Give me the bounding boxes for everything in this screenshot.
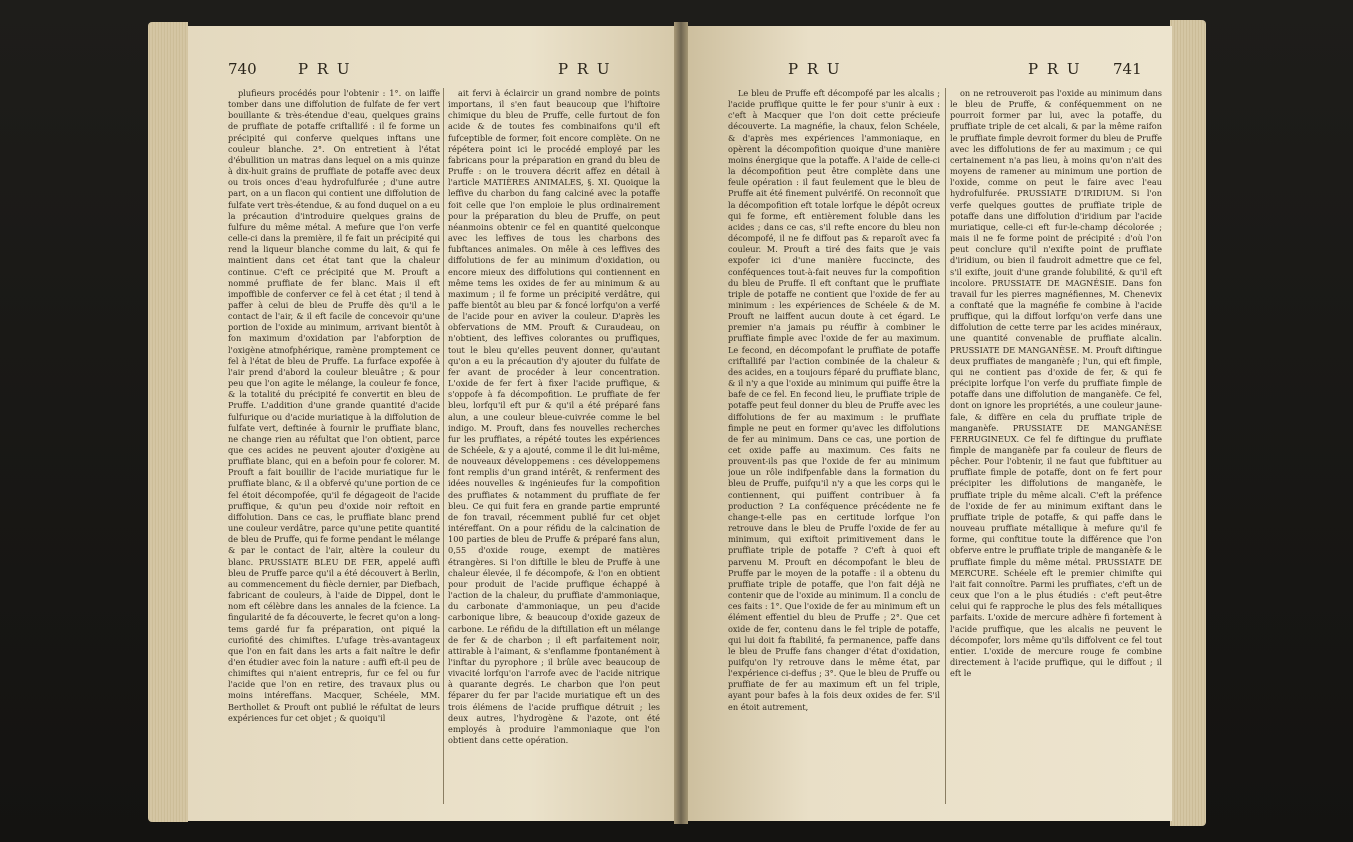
- left-page: [188, 26, 674, 821]
- right-page: [688, 26, 1172, 821]
- column-text: ait fervi à éclaircir un grand nombre de points importans, il s'en faut beaucoup que l'hiftoire chimique du bleu de Pruffe, celle furtout de fon acide & de toutes fes combinaifons qu'il eft fufceptible de former, foit encore complète. On ne répétera point ici le procédé employé par les fabricans pour la préparation en grand du bleu de Pruffe : on le trouvera décrit affez en détail à l'article MATIÈRES ANIMALES, §. XI. Quoique la leffive du charbon du fang calciné avec la potaffe foit celle que l'on emploie le plus ordinairement pour la préparation du bleu de Pruffe, on peut néanmoins obtenir ce fel en quantité quelconque avec les leffives de tous les charbons des fubftances animales. On mêle à ces leffives des diffolutions de fer au minimum d'oxidation, ou encore mieux des diffolutions qui contiennent en même tems les oxides de fer au minimum & au maximum ; il fe forme un précipité verdâtre, qui paffe bientôt au bleu par & foncé lorfqu'on a verfé de l'acide pour en aviver la couleur. D'après les obfervations de MM. Prouft & Curaudeau, on n'obtient, des leffives colorantes ou pruffiques, tout le bleu qu'elles peuvent donner, qu'autant qu'on a eu la précaution d'y ajouter du fulfate de fer avant de procéder à leur concentration. L'oxide de fer fert à fixer l'acide pruffique, & s'oppofe à fa décompofition. Le pruffiate de fer bleu, lorfqu'il eft pur & qu'il a été préparé fans alun, a une couleur bleue-cuivrée comme le bel indigo. M. Prouft, dans fes nouvelles recherches fur les pruffiates, a répété toutes les expériences de Schéele, & y a ajouté, comme il le dit lui-même, de nouveaux développemens : ces développemens font remplis d'un grand intérêt, & renferment des idées nouvelles & ingénieufes fur la compofition des pruffiates & notamment du pruffiate de fer bleu. Ce qui fuit fera en grande partie emprunté de fon travail, récemment publié fur cet objet intéreffant. On a pour réfidu de la calcination de 100 parties de bleu de Pruffe & préparé fans alun, 0,55 d'oxide rouge, exempt de matières étrangères. Si l'on diftille le bleu de Pruffe à une chaleur élevée, il fe décompofe, & l'on en obtient pour produit de l'acide pruffique échappé à l'action de la chaleur, du pruffiate d'ammoniaque, du carbonate d'ammoniaque, un peu d'acide carbonique libre, & beaucoup d'oxide gazeux de carbone. Le réfidu de la diftillation eft un mélange de fer & de charbon ; il eft parfaitement noir, attirable à l'aimant, & s'enflamme fpontanément à l'inftar du pyrophore ; il brûle avec beaucoup de vivacité lorfqu'on l'arrofe avec de l'acide nitrique à quarante degrés. Le charbon que l'on peut féparer du fer par l'acide muriatique eft un des trois élémens de l'acide pruffique détruit ; les deux autres, l'hydrogène & l'azote, ont été employés à produire l'ammoniaque que l'on obtient dans cette opération.: [448, 88, 660, 746]
- book-edge-right: [1170, 20, 1206, 826]
- text-column-left: [728, 88, 940, 810]
- page-number: 740: [228, 60, 257, 78]
- book-edge-left: [148, 22, 188, 822]
- text-column-right: [950, 88, 1162, 810]
- text-column-right: [448, 88, 660, 810]
- column-text: Le bleu de Pruffe eft décompofé par les alcalis ; l'acide pruffique quitte le fer pour s'unir à eux : c'eft à Macquer que l'on doit cette précieufe découverte. La magnéfie, la chaux, felon Schéele, & d'après mes expériences l'ammoniaque, en opèrent la décompofition quoique d'une manière moins énergique que la potaffe. A l'aide de celle-ci la décompofition peut être complète dans une feule opération : il faut feulement que le bleu de Pruffe ait été finement pulvérifé. On reconnoît que la décompofition eft totale lorfque le dépôt ocreux qui fe forme, eft entièrement foluble dans les acides ; dans ce cas, s'il refte encore du bleu non décompofé, il ne fe diffout pas & reparoît avec fa couleur. M. Prouft a tiré des faits que je vais expofer ici d'une manière fuccincte, des conféquences tout-à-fait neuves fur la compofition du bleu de Pruffe. Il eft conftant que le pruffiate triple de potaffe ne contient que l'oxide de fer au minimum : les expériences de Schéele & de M. Prouft ne laiffent aucun doute à cet égard. Le premier n'a jamais pu réuffir à combiner le pruffiate fimple avec l'oxide de fer au maximum. Le fecond, en décompofant le pruffiate de potaffe criftallifé par l'action combinée de la chaleur & des acides, en a toujours féparé du pruffiate blanc, & il n'y a que l'oxide au minimum qui puiffe être la bafe de ce fel. En fecond lieu, le pruffiate triple de potaffe peut feul donner du bleu de Pruffe avec les diffolutions de fer au maximum : le pruffiate fimple ne peut en former qu'avec les diffolutions de fer au minimum. Dans ce cas, une portion de cet oxide paffe au maximum. Ces faits ne prouvent-ils pas que l'oxide de fer au minimum joue un rôle indifpenfable dans la formation du bleu de Pruffe, puifqu'il n'y a que les corps qui le contiennent, qui puiffent contribuer à fa production ? La conféquence précédente ne fe change-t-elle pas en certitude lorfque l'on retrouve dans le bleu de Pruffe l'oxide de fer au minimum, qui exiftoit primitivement dans le pruffiate triple de potaffe ? C'eft à quoi eft parvenu M. Prouft en décompofant le bleu de Pruffe par le moyen de la potaffe : il a obtenu du pruffiate triple de potaffe, que l'on fait déjà ne contenir que de l'oxide au minimum. Il a conclu de ces faits : 1°. Que l'oxide de fer au minimum eft un élément effentiel du bleu de Pruffe ; 2°. Que cet oxide de fer, contenu dans le fel triple de potaffe, qui lui doit fa ftabilité, fa permanence, paffe dans le bleu de Pruffe fans changer d'état d'oxidation, puifqu'on l'y retrouve dans le même état, par l'expérience ci-deffus ; 3°. Que le bleu de Pruffe ou pruffiate de fer au maximum eft un fel triple, ayant pour bafes à la fois deux oxides de fer. S'il en étoit autrement,: [728, 88, 940, 712]
- running-title-center: P R U: [558, 60, 612, 78]
- book-gutter: [674, 22, 688, 824]
- column-text: plufieurs procédés pour l'obtenir : 1°. on laiffe tomber dans une diffolution de fulfate de fer vert bouillante & très-étendue d'eau, quelques grains de pruffiate de potaffe criftallifé : il fe forme un précipité qui conferve quelques inftans une couleur blanche. 2°. On entretient à l'état d'ébullition un matras dans lequel on a mis quinze à dix-huit grains de pruffiate de potaffe avec deux ou trois onces d'eau hydrofulfurée ; d'une autre part, on a un flacon qui contient une diffolution de fulfate vert très-étendue, & au fond duquel on a eu la précaution d'introduire quelques grains de fulfure du même métal. A mefure que l'on verfe celle-ci dans la première, il fe fait un précipité qui rend la liqueur blanche comme du lait, & qui fe maintient dans cet état tant que la chaleur continue. C'eft ce précipité que M. Prouft a nommé pruffiate de fer blanc. Mais il eft impoffible de conferver ce fel à cet état ; il tend à paffer à celui de bleu de Pruffe dès qu'il a le contact de l'air, & il eft facile de concevoir qu'une portion de l'oxide au minimum, arrivant bientôt à fon maximum d'oxidation par l'abforption de l'oxigène atmofphérique, ramène promptement ce fel à l'état de bleu de Pruffe. La furface expofée à l'air prend d'abord la couleur bleuâtre ; & pour peu que l'on agite le mélange, la couleur fe fonce, & la totalité du précipité fe convertit en bleu de Pruffe. L'addition d'une grande quantité d'acide fulfurique ou d'acide muriatique à la diffolution de fulfate vert, deftinée à fournir le pruffiate blanc, ne change rien au réfultat que l'on obtient, parce que ces acides ne peuvent ajouter d'oxigène au pruffiate blanc, qui en a befoin pour fe colorer. M. Prouft a fait bouillir de l'acide muriatique fur le pruffiate blanc, & il a obfervé qu'une portion de ce fel étoit décompofée, qu'il fe dégageoit de l'acide pruffique, & qu'un peu d'oxide noir reftoit en diffolution. Dans ce cas, le pruffiate blanc prend une couleur verdâtre, parce qu'une petite quantité de bleu de Pruffe, qui fe forme pendant le mélange & par le contact de l'air, altère la couleur du blanc. PRUSSIATE BLEU DE FER, appelé auffi bleu de Pruffe parce qu'il a été découvert à Berlin, au commencement du fiècle dernier, par Diefbach, fabricant de couleurs, à l'aide de Dippel, dont le nom eft célèbre dans les annales de la fcience. La fingularité de fa découverte, le fecret qu'on a long-tems gardé fur fa préparation, ont piqué la curiofité des chimiftes. L'ufage très-avantageux que l'on en fait dans les arts a fait naître le defir d'en étudier avec foin la nature : auffi eft-il peu de chimiftes qui n'aient entrepris, fur ce fel ou fur l'acide que l'on en retire, des travaux plus ou moins intéreffans. Macquer, Schéele, MM. Berthollet & Prouft ont publié le réfultat de leurs expériences fur cet objet ; & quoiqu'il: [228, 88, 440, 723]
- running-title: P R U: [1028, 60, 1082, 78]
- running-title-center: P R U: [788, 60, 842, 78]
- column-divider: [443, 88, 444, 804]
- running-head-left: [228, 60, 668, 84]
- text-column-left: [228, 88, 440, 810]
- page-number: 741: [1113, 60, 1142, 78]
- running-title: P R U: [298, 60, 352, 78]
- running-head-right: [708, 60, 1148, 84]
- column-text: on ne retrouveroit pas l'oxide au minimum dans le bleu de Pruffe, & conféquemment on ne pourroit former par lui, avec la potaffe, du pruffiate triple de cet alcali, & par la même raifon le pruffiate fimple devroit former du bleu de Pruffe avec les diffolutions de fer au maximum ; ce qui certainement n'a pas lieu, à moins qu'on n'ait des moyens de ramener au minimum une portion de l'oxide, comme on peut le faire avec l'eau hydrofulfurée. PRUSSIATE D'IRIDIUM. Si l'on verfe quelques gouttes de pruffiate triple de potaffe dans une diffolution d'iridium par l'acide muriatique, celle-ci eft fur-le-champ décolorée ; mais il ne fe forme point de précipité : d'où l'on peut conclure qu'il n'exifte point de pruffiate d'iridium, ou bien il faudroit admettre que ce fel, s'il exifte, jouit d'une grande folubilité, & qu'il eft incolore. PRUSSIATE DE MAGNÉSIE. Dans fon travail fur les pierres magnéfiennes, M. Chenevix a conftaté que la magnéfie fe combine à l'acide pruffique, qui la diffout lorfqu'on verfe dans une diffolution de cette terre par les acides minéraux, une quantité convenable de pruffiate alcalin. PRUSSIATE DE MANGANÈSE. M. Prouft diftingue deux pruffiates de manganèfe ; l'un, qui eft fimple, qui ne contient pas d'oxide de fer, & qui fe précipite lorfque l'on verfe du pruffiate fimple de potaffe dans une diffolution de manganèfe. Ce fel, dont on ignore les propriétés, a une couleur jaune-fale, & diffère en cela du pruffiate triple de manganèfe. PRUSSIATE DE MANGANÈSE FERRUGINEUX. Ce fel fe diftingue du pruffiate fimple de manganèfe par fa couleur de fleurs de pêcher. Pour l'obtenir, il ne faut que fubftituer au pruffiate fimple de potaffe, dont on fe fert pour précipiter les diffolutions de manganèfe, le pruffiate triple du même alcali. C'eft la préfence de l'oxide de fer au minimum exiftant dans le pruffiate triple de potaffe, & qui paffe dans le nouveau pruffiate métallique à mefure qu'il fe forme, qui conftitue toute la différence que l'on obferve entre le pruffiate triple de manganèfe & le pruffiate fimple du même métal. PRUSSIATE DE MERCURE. Schéele eft le premier chimifte qui l'ait fait connoître. Parmi les pruffiates, c'eft un de ceux que l'on a le plus étudiés : c'eft peut-être celui qui fe rapproche le plus des fels métalliques parfaits. L'oxide de mercure adhère fi fortement à l'acide pruffique, que les alcalis ne peuvent le décompofer, lors même qu'ils diffolvent ce fel tout entier. L'oxide de mercure rouge fe combine directement à l'acide pruffique, qui le diffout ; il eft le: [950, 88, 1162, 679]
- column-divider: [945, 88, 946, 804]
